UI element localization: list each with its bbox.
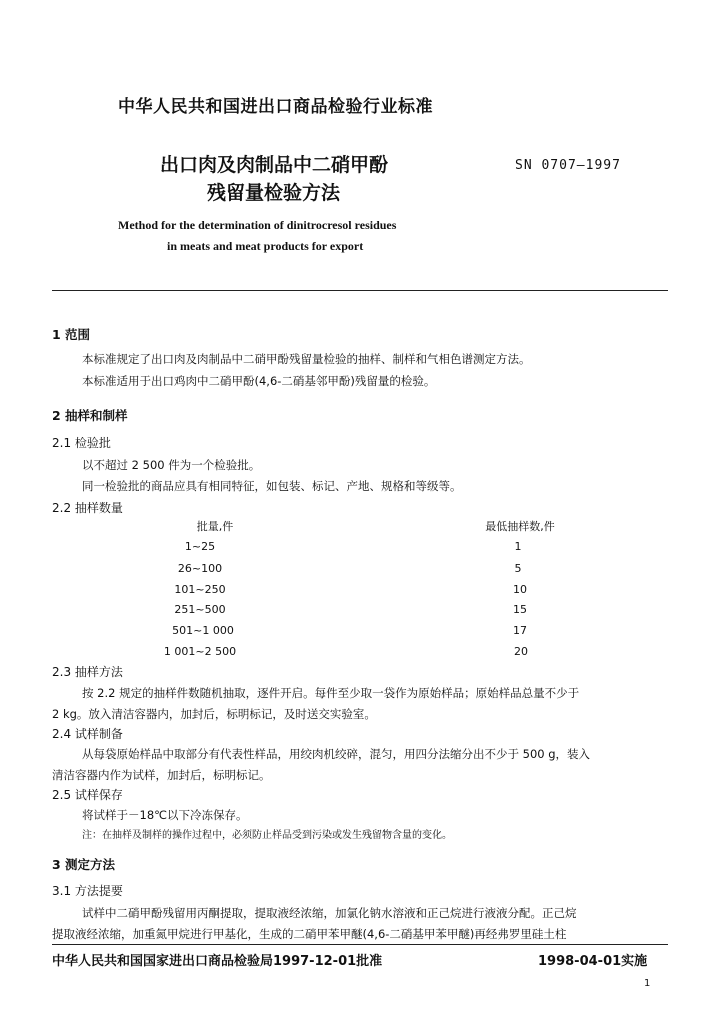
table-cell-min: 20 — [514, 645, 528, 658]
table-cell-lot: 501~1 000 — [172, 624, 234, 637]
title-line-2: 残留量检验方法 — [207, 182, 341, 204]
section-2-2-heading: 2.2 抽样数量 — [52, 501, 123, 515]
section-2-3-line-2: 2 kg。放入清洁容器内，加封后，标明标记，及时送交实验室。 — [52, 707, 376, 721]
table-cell-lot: 26~100 — [177, 562, 223, 575]
english-title-line-2: in meats and meat products for export — [167, 239, 364, 253]
table-cell-min: 1 — [514, 540, 522, 553]
table-cell-min: 17 — [513, 624, 527, 637]
table-cell-min: 15 — [513, 603, 527, 616]
section-1-para-2: 本标准适用于出口鸡肉中二硝甲酚(4,6-二硝基邻甲酚)残留量的检验。 — [82, 374, 436, 388]
section-2-4-line-1: 从每袋原始样品中取部分有代表性样品，用绞肉机绞碎，混匀，用四分法缩分出不少于 500 g，装入 — [82, 747, 591, 761]
section-2-1-para-1: 以不超过 2 500 件为一个检验批。 — [82, 458, 261, 472]
section-2-4-heading: 2.4 试样制备 — [52, 727, 123, 741]
footer-divider — [52, 944, 668, 945]
table-cell-lot: 1 001~2 500 — [163, 645, 237, 658]
table-header-lot: 批量,件 — [196, 520, 234, 533]
section-2-3-line-1: 按 2.2 规定的抽样件数随机抽取，逐件开启。每件至少取一袋作为原始样品；原始样品总量不少于 — [82, 686, 580, 700]
table-cell-min: 10 — [513, 583, 527, 596]
standard-authority: 中华人民共和国进出口商品检验行业标准 — [118, 97, 433, 117]
section-1-para-1: 本标准规定了出口肉及肉制品中二硝甲酚残留量检验的抽样、制样和气相色谱测定方法。 — [82, 352, 531, 366]
section-2-1-para-2: 同一检验批的商品应具有相同特征，如包装、标记、产地、规格和等级等。 — [82, 479, 462, 493]
table-cell-min: 5 — [514, 562, 522, 575]
section-2-5-heading: 2.5 试样保存 — [52, 788, 123, 802]
table-cell-lot: 251~500 — [174, 603, 226, 616]
standard-code: SN 0707—1997 — [515, 158, 621, 173]
title-line-1: 出口肉及肉制品中二硝甲酚 — [160, 154, 389, 176]
section-3-1-heading: 3.1 方法提要 — [52, 884, 123, 898]
english-title-line-1: Method for the determination of dinitrocresol residues — [118, 218, 397, 232]
section-2-3-heading: 2.3 抽样方法 — [52, 665, 123, 679]
section-2-1-heading: 2.1 检验批 — [52, 436, 111, 450]
section-3-1-line-1: 试样中二硝甲酚残留用丙酮提取，提取液经浓缩，加氯化钠水溶液和正己烷进行液液分配。正己烷 — [82, 906, 577, 920]
header-divider — [52, 290, 668, 291]
table-cell-lot: 101~250 — [174, 583, 226, 596]
table-cell-lot: 1~25 — [184, 540, 216, 553]
approval-notice: 中华人民共和国国家进出口商品检验局1997-12-01批准 — [52, 954, 383, 969]
section-1-heading: 1 范围 — [52, 327, 91, 342]
sampling-note: 注：在抽样及制样的操作过程中，必须防止样品受到污染或发生残留物含量的变化。 — [82, 830, 452, 841]
section-2-heading: 2 抽样和制样 — [52, 408, 128, 423]
section-2-5-para: 将试样于－18℃以下冷冻保存。 — [82, 808, 248, 822]
page-number: 1 — [644, 978, 651, 989]
section-3-heading: 3 测定方法 — [52, 857, 116, 872]
table-header-min-sample: 最低抽样数,件 — [485, 520, 555, 533]
section-2-4-line-2: 清洁容器内作为试样，加封后，标明标记。 — [52, 768, 271, 782]
effective-date: 1998-04-01实施 — [538, 954, 648, 969]
section-3-1-line-2: 提取液经浓缩，加重氮甲烷进行甲基化，生成的二硝甲苯甲醚(4,6-二硝基甲苯甲醚)再经弗罗里硅土柱 — [52, 927, 567, 941]
